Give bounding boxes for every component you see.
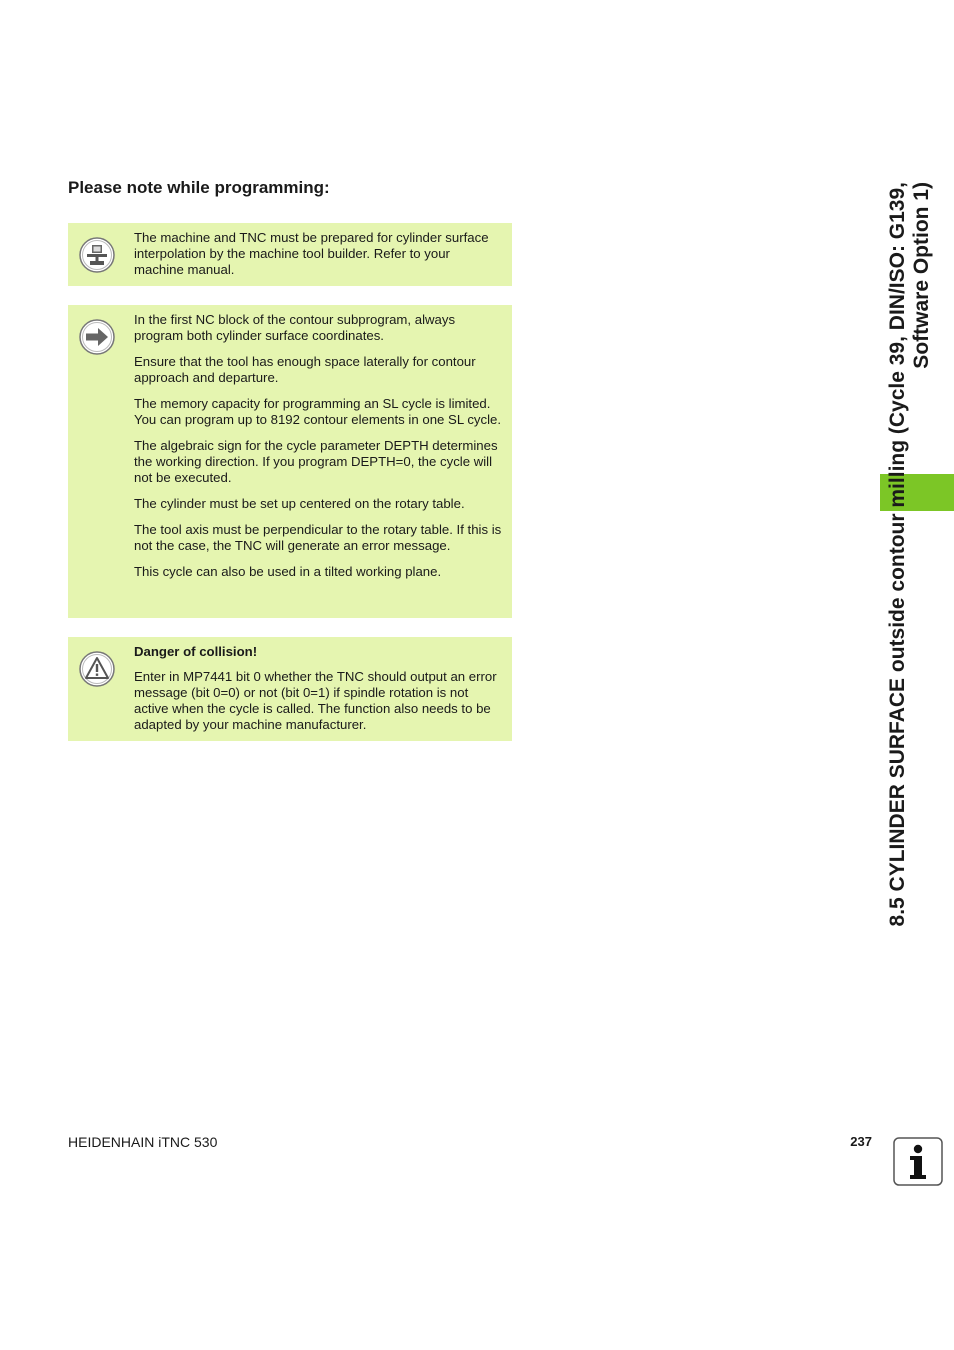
machine-manufacturer-icon xyxy=(79,237,115,273)
machine-note-text: The machine and TNC must be prepared for cylinder surface interpolation by the machine tool builder. Refer to your machine manual. xyxy=(134,230,489,277)
info-paragraph: Ensure that the tool has enough space laterally for contour approach and departure. xyxy=(134,354,476,385)
programming-info-note xyxy=(68,305,512,618)
danger-title: Danger of collision! xyxy=(134,644,258,659)
info-i-icon xyxy=(893,1137,943,1186)
info-paragraph: The algebraic sign for the cycle parameter DEPTH determines the working direction. If you program DEPTH=0, the cycle will not be executed. xyxy=(134,438,498,485)
footer-product-name: HEIDENHAIN iTNC 530 xyxy=(68,1134,218,1150)
machine-note xyxy=(68,223,512,286)
side-title-line-2: Software Option 1) xyxy=(910,182,933,369)
arrow-right-icon xyxy=(79,319,115,355)
info-paragraph: The cylinder must be set up centered on the rotary table. xyxy=(134,496,465,511)
danger-text: Enter in MP7441 bit 0 whether the TNC should output an error message (bit 0=0) or not (bit 0=1) if spindle rotation is not active when the cycle is called. The function also needs to be adapted by your machine manufacturer. xyxy=(134,669,497,732)
danger-note xyxy=(68,637,512,741)
warning-triangle-icon xyxy=(79,651,115,687)
info-paragraph: The tool axis must be perpendicular to the rotary table. If this is not the case, the TNC will generate an error message. xyxy=(134,522,502,553)
info-paragraph: In the first NC block of the contour subprogram, always program both cylinder surface coordinates. xyxy=(134,312,456,343)
info-paragraph: The memory capacity for programming an SL cycle is limited. You can program up to 8192 contour elements in one SL cycle. xyxy=(134,396,502,427)
chapter-side-title xyxy=(886,182,946,1082)
side-title-line-1: 8.5 CYLINDER SURFACE outside contour milling (Cycle 39, DIN/ISO: G139, xyxy=(886,182,909,927)
section-heading: Please note while programming: xyxy=(68,178,330,197)
page-number: 237 xyxy=(850,1134,872,1149)
info-paragraph: This cycle can also be used in a tilted working plane. xyxy=(134,564,442,579)
